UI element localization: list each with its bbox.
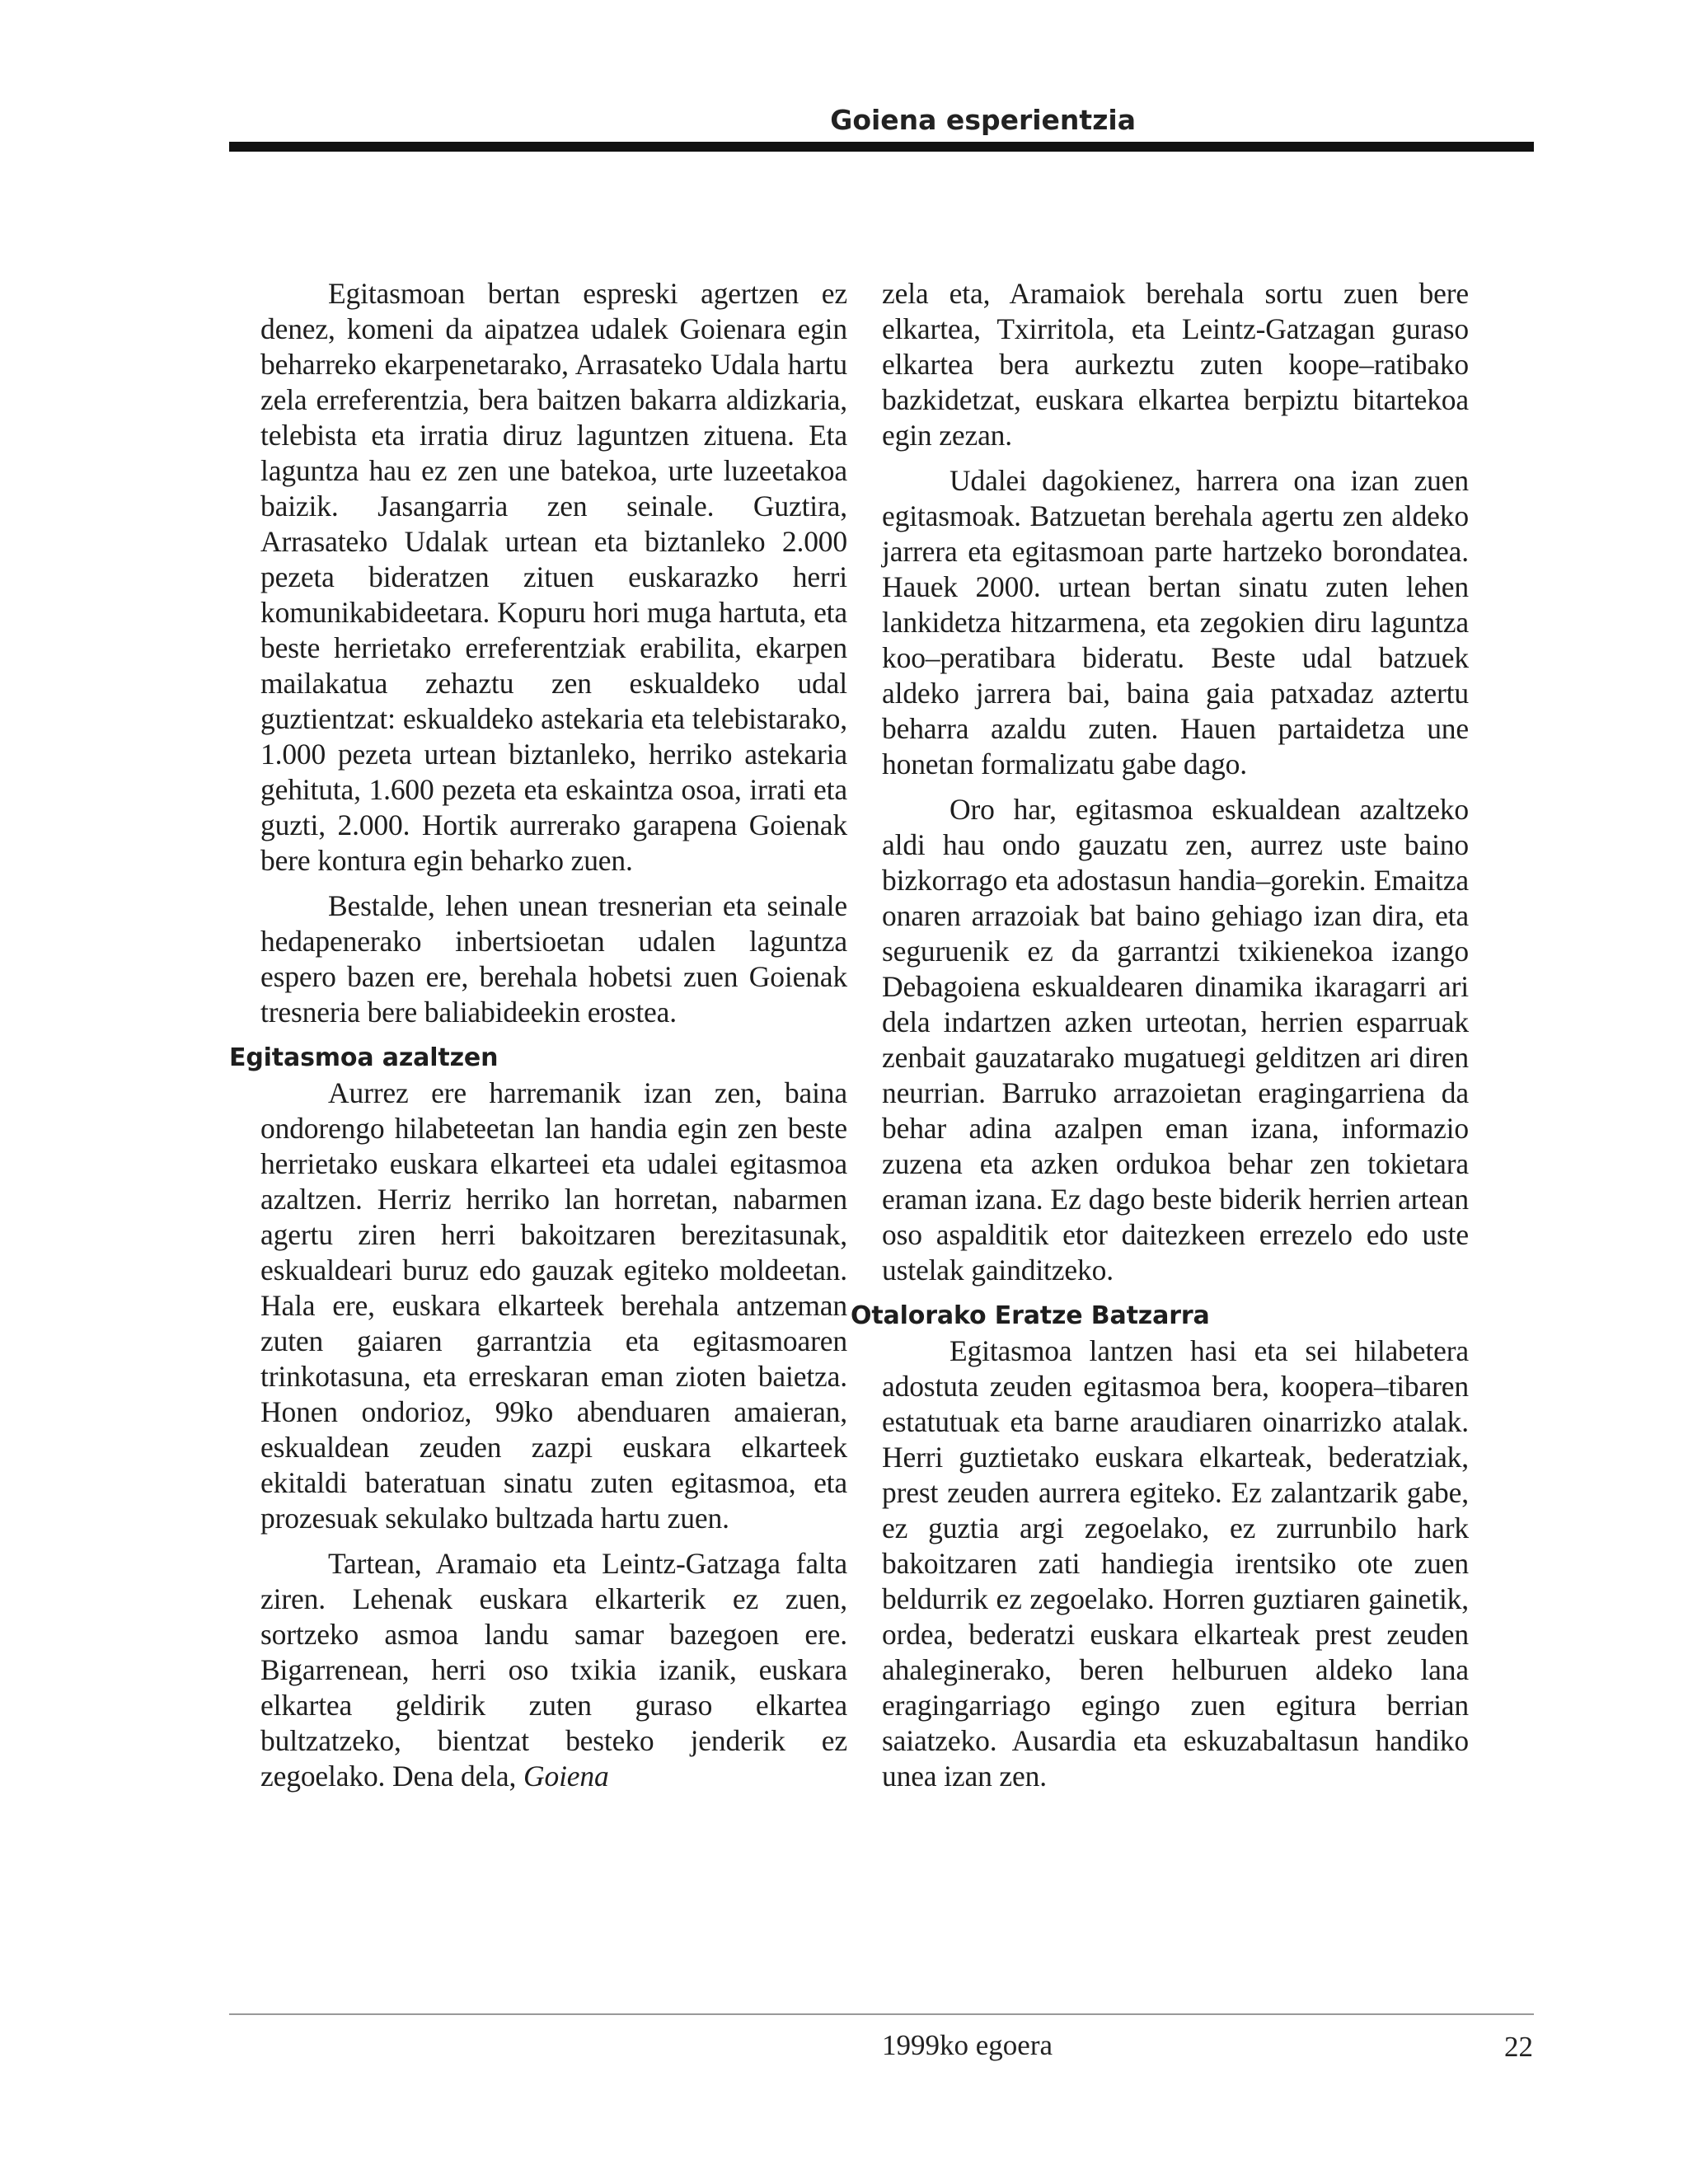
paragraph: Egitasmoan bertan espreski agertzen ez denez, komeni da aipatzea udalek Goienara egin beharreko ekarpenetarako, Arrasateko Udala hartu zela erreferentzia, bera baitzen bakarra aldizkaria, telebista eta irratia diruz laguntzen zituena. Eta laguntza hau ez zen une batekoa, urte luzeetakoa baizik. Jasangarria zen seinale. Guztira, Arrasateko Udalak urtean eta biztanleko 2.000 pezeta bideratzen zituen euskarazko herri komunikabideetara. Kopuru hori muga hartuta, eta beste herrietako erreferentziak erabilita, ekarpen mailakatua zehaztu zen eskualdeko udal guztientzat: eskualdeko astekaria eta telebistarako, 1.000 pezeta urtean biztanleko, herriko astekaria gehituta, 1.600 pezeta eta eskaintza osoa, irrati eta guzti, 2.000. Hortik aurrerako garapena Goienak bere kontura egin beharko zuen. — [260, 277, 847, 877]
paragraph: Aurrez ere harremanik izan zen, baina ondorengo hilabeteetan lan handia egin zen beste herrietako euskara elkarteei eta udalei egitasmoa azaltzen. Herriz herriko lan horretan, nabarmen agertu ziren herri bakoitzaren berezitasunak, eskualdeari buruz edo gauzak egiteko moldeetan. Hala ere, euskara elkarteek berehala antzeman zuten gaiaren garrantzia eta egitasmoaren trinkotasuna, eta erreskaran eman zioten baietza. Honen ondorioz, 99ko abenduaren amaieran, eskualdean zeuden zazpi euskara elkarteek ekitaldi bateratuan sinatu zuten egitasmoa, eta prozesuak sekulako bultzada hartu zuen. — [260, 1076, 847, 1535]
paragraph: Oro har, egitasmoa eskualdean azaltzeko aldi hau ondo gauzatu zen, aurrez uste baino bizkorrago eta adostasun handia–gorekin. Emaitza onaren arrazoiak bat baino gehiago izan dira, eta seguruenik ez da garrantzi txikienekoa izango Debagoiena eskualdearen dinamika ikaragarri ari dela indartzen azken urteotan, herrien esparruak zenbait gauzatarako mugatuegi gelditzen ari diren neurrian. Barruko arrazoietan eragingarriena da behar adina azalpen eman izana, informazio zuzena eta azken ordukoa behar zen tokietara eraman izana. Ez dago beste biderik herrien artean oso aspalditik etor daitezkeen errezelo edo uste ustelak gainditzeko. — [882, 793, 1469, 1286]
paragraph-text: Tartean, Aramaio eta Leintz-Gatzaga falta ziren. Lehenak euskara elkarterik ez zuen, sortzeko asmoa landu samar bazegoen ere. Bigarrenean, herri oso txikia izanik, euskara elkartea geldirik zuten guraso elkartea bultzatzeko, bientzat besteko jenderik ez zegoelako. Dena dela, — [260, 1547, 847, 1793]
running-header-title: Goiena esperientzia — [830, 104, 1136, 136]
section-heading: Otalorako Eratze Batzarra — [851, 1301, 1210, 1330]
footer-rule — [229, 2013, 1534, 2015]
paragraph: Egitasmoa lantzen hasi eta sei hilabetera adostuta zeuden egitasmoa bera, koopera–tibaren estatutuak eta barne araudiaren oinarrizko atalak. Herri guztietako euskara elkarteak, bederatziak, prest zeuden aurrera egiteko. Ez zalantzarik gabe, ez guztia argi zegoelako, ez zurrunbilo hark bakoitzaren zati handiegia irentsiko ote zuen beldurrik ez zegoelako. Horren guztiaren gainetik, ordea, bederatzi euskara elkarteak prest zeuden ahaleginerako, beren helburuen aldeko lana eragingarriago egingo zuen egitura berrian saiatzeko. Ausardia eta eskuzabaltasun handiko unea izan zen. — [882, 1334, 1469, 1793]
paragraph: Udalei dagokienez, harrera ona izan zuen egitasmoak. Batzuetan berehala agertu zen aldeko jarrera eta egitasmoan parte hartzeko borondatea. Hauek 2000. urtean bertan sinatu zuten lehen lankidetza hitzarmena, eta zegokien diru laguntza koo–peratibara bideratu. Beste udal batzuek aldeko jarrera bai, baina gaia patxadaz aztertu beharra azaldu zuten. Hauen partaidetza une honetan formalizatu gabe dago. — [882, 464, 1469, 780]
right-column — [851, 276, 1469, 1804]
footer-title: 1999ko egoera — [882, 2029, 1053, 2061]
section-heading: Egitasmoa azaltzen — [229, 1043, 499, 1072]
paragraph — [260, 1546, 847, 1794]
page-number: 22 — [1504, 2031, 1533, 2063]
paragraph-continuation: zela eta, Aramaiok berehala sortu zuen bere elkartea, Txirritola, eta Leintz-Gatzagan guraso elkartea bera aurkeztu zuten koope–ratibako bazkidetzat, euskara elkartea berpiztu bitartekoa egin zezan. — [882, 277, 1469, 452]
left-column — [229, 276, 847, 1804]
italic-term: Goiena — [523, 1760, 609, 1793]
paragraph: Bestalde, lehen unean tresnerian eta seinale hedapenerako inbertsioetan udalen laguntza espero bazen ere, berehala hobetsi zuen Goienak tresneria bere baliabideekin erostea. — [260, 889, 847, 1029]
header-rule — [229, 142, 1534, 152]
